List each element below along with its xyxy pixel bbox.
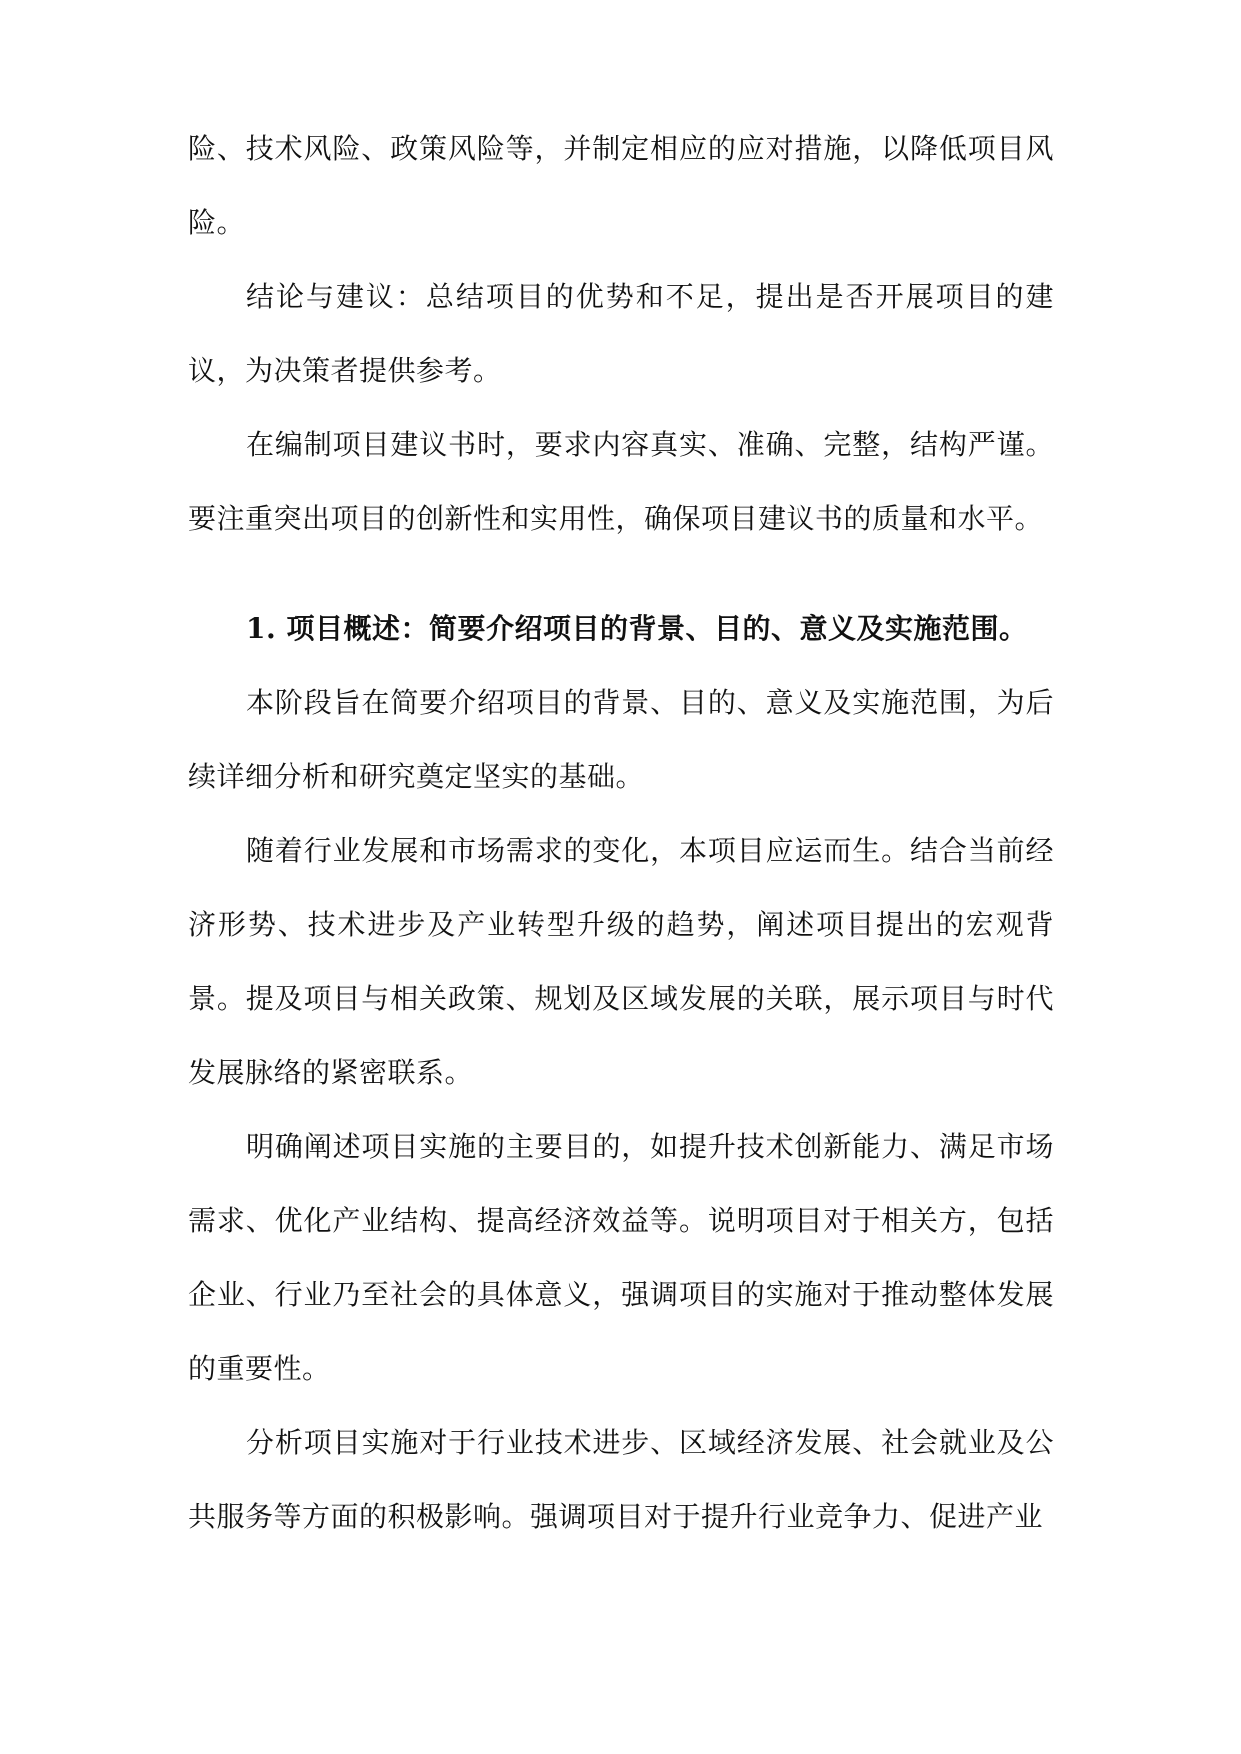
- paragraph-conclusion: 结论与建议：总结项目的优势和不足，提出是否开展项目的建议，为决策者提供参考。: [188, 280, 1054, 387]
- section-heading: 1. 项目概述：简要介绍项目的背景、目的、意义及实施范围。: [246, 612, 1028, 645]
- paragraph-impact: 分析项目实施对于行业技术进步、区域经济发展、社会就业及公共服务等方面的积极影响。强调项目对于提升行业竞争力、促进产业: [188, 1426, 1054, 1533]
- document-body: [188, 132, 1054, 1554]
- paragraph-requirements: 在编制项目建议书时，要求内容真实、准确、完整，结构严谨。要注重突出项目的创新性和实用性，确保项目建议书的质量和水平。: [188, 428, 1054, 535]
- paragraph-risk-continuation: 险、技术风险、政策风险等，并制定相应的应对措施，以降低项目风险。: [188, 132, 1054, 239]
- paragraph-intro: 本阶段旨在简要介绍项目的背景、目的、意义及实施范围，为后续详细分析和研究奠定坚实的基础。: [188, 686, 1054, 793]
- paragraph-background: 随着行业发展和市场需求的变化，本项目应运而生。结合当前经济形势、技术进步及产业转型升级的趋势，阐述项目提出的宏观背景。提及项目与相关政策、规划及区域发展的关联，展示项目与时代发展脉络的紧密联系。: [188, 834, 1054, 1089]
- paragraph-purpose: 明确阐述项目实施的主要目的，如提升技术创新能力、满足市场需求、优化产业结构、提高经济效益等。说明项目对于相关方，包括企业、行业乃至社会的具体意义，强调项目的实施对于推动整体发展的重要性。: [188, 1130, 1054, 1385]
